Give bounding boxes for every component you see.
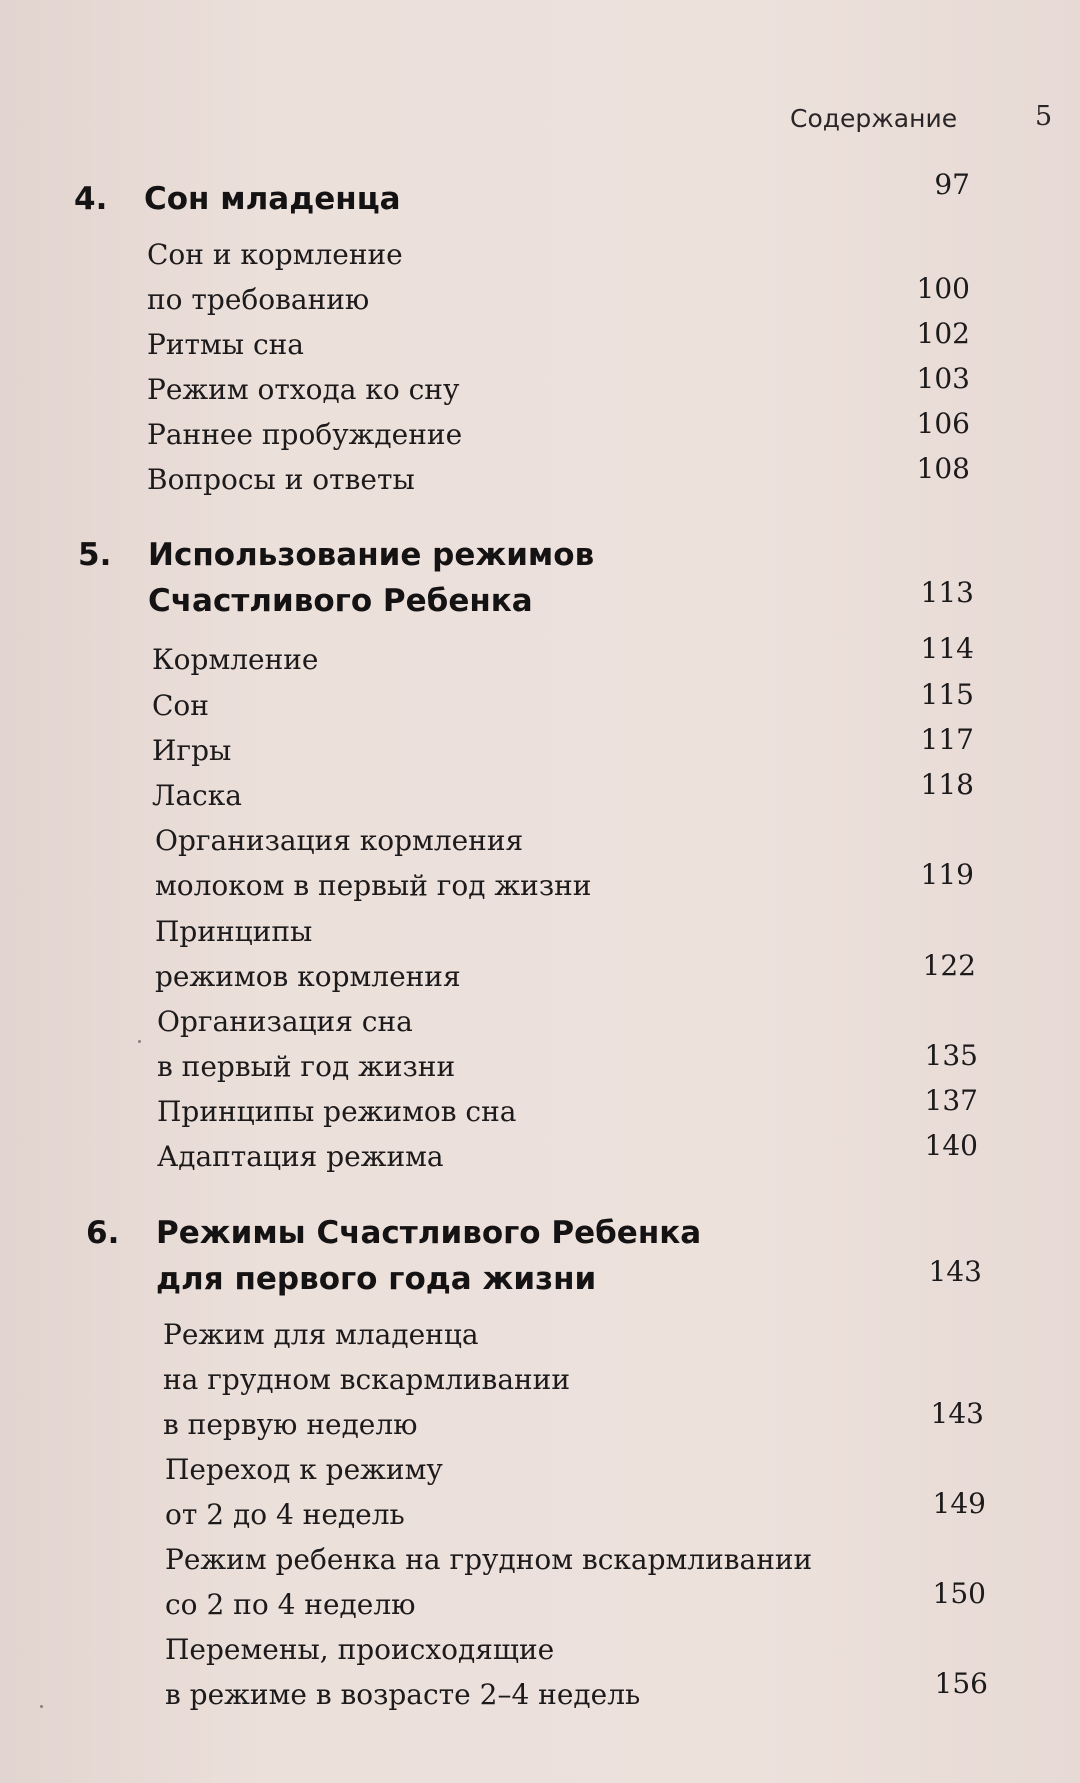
entry-page: 156 — [934, 1667, 988, 1700]
entry-line: Ритмы сна — [147, 328, 304, 361]
entry-page: 149 — [932, 1487, 986, 1520]
toc-entry — [165, 1447, 443, 1537]
toc-entry — [147, 322, 304, 367]
entry-line: режимов кормления — [155, 960, 461, 993]
entry-line: Режим отхода ко сну — [147, 373, 460, 406]
entry-page: 102 — [916, 317, 970, 350]
toc-entry — [155, 818, 591, 908]
chapter-title-line: Сон младенца — [144, 181, 401, 217]
entry-page: 100 — [916, 272, 970, 305]
entry-line: в режиме в возрасте 2–4 недель — [165, 1678, 641, 1711]
chapter-title-line: Использование режимов — [148, 537, 595, 573]
entry-line: Перемены, происходящие — [165, 1633, 555, 1666]
toc-entry — [163, 1312, 570, 1447]
entry-page: 150 — [932, 1577, 986, 1610]
entry-page: 140 — [924, 1129, 978, 1162]
paper-speck — [40, 1705, 43, 1708]
toc-entry — [155, 909, 461, 999]
chapter-page: 97 — [934, 168, 970, 201]
entry-line: Кормление — [152, 643, 319, 676]
toc-entry — [147, 457, 415, 502]
entry-line: Сон — [152, 689, 209, 722]
entry-line: молоком в первый год жизни — [155, 869, 592, 902]
running-title: Содержание — [790, 104, 958, 133]
page-number: 5 — [1035, 101, 1053, 132]
entry-page: 117 — [920, 723, 974, 756]
entry-line: от 2 до 4 недель — [165, 1498, 405, 1531]
chapter-number: 6. — [86, 1215, 120, 1251]
entry-page: 118 — [920, 768, 974, 801]
entry-page: 108 — [916, 452, 970, 485]
chapter-number: 4. — [74, 181, 108, 217]
entry-line: Переход к режиму — [165, 1453, 443, 1486]
entry-line: Режим для младенца — [163, 1318, 479, 1351]
toc-entry — [152, 728, 231, 773]
toc-entry — [157, 1134, 444, 1179]
chapter-number: 5. — [78, 537, 112, 573]
toc-entry — [157, 1089, 516, 1134]
entry-line: со 2 по 4 неделю — [165, 1588, 416, 1621]
chapter-title-line: Счастливого Ребенка — [148, 583, 533, 619]
entry-line: в первый год жизни — [157, 1050, 456, 1083]
entry-line: в первую неделю — [163, 1408, 418, 1441]
entry-line: Ласка — [152, 779, 242, 812]
chapter-title — [156, 1210, 701, 1302]
toc-entry — [152, 683, 209, 728]
entry-line: на грудном вскармливании — [163, 1363, 570, 1396]
entry-line: Организация сна — [157, 1005, 413, 1038]
toc-entry — [152, 773, 242, 818]
chapter-page: 143 — [928, 1255, 982, 1288]
entry-page: 119 — [920, 858, 974, 891]
entry-line: Игры — [152, 734, 232, 767]
toc-entry — [147, 232, 403, 322]
toc-entry — [147, 412, 462, 457]
entry-line: Адаптация режима — [157, 1140, 444, 1173]
entry-page: 106 — [916, 407, 970, 440]
entry-page: 122 — [922, 949, 976, 982]
chapter-title — [144, 176, 401, 222]
chapter-title-line: Режимы Счастливого Ребенка — [156, 1215, 702, 1251]
entry-line: Принципы — [155, 915, 313, 948]
toc-entry — [165, 1537, 812, 1627]
entry-line: Организация кормления — [155, 824, 524, 857]
entry-line: Сон и кормление — [147, 238, 403, 271]
toc-entry — [152, 637, 318, 682]
entry-page: 135 — [924, 1039, 978, 1072]
chapter-page: 113 — [920, 576, 974, 609]
entry-line: Раннее пробуждение — [147, 418, 463, 451]
entry-line: Режим ребенка на грудном вскармливании — [165, 1543, 813, 1576]
entry-line: Вопросы и ответы — [147, 463, 415, 496]
entry-page: 114 — [920, 632, 974, 665]
toc-entry — [147, 367, 459, 412]
entry-line: по требованию — [147, 283, 370, 316]
chapter-title — [148, 532, 594, 624]
toc-entry — [165, 1627, 640, 1717]
entry-page: 103 — [916, 362, 970, 395]
paper-speck — [138, 1040, 141, 1043]
entry-page: 143 — [930, 1397, 984, 1430]
entry-line: Принципы режимов сна — [157, 1095, 517, 1128]
chapter-title-line: для первого года жизни — [156, 1261, 597, 1297]
toc-entry — [157, 999, 455, 1089]
entry-page: 137 — [924, 1084, 978, 1117]
entry-page: 115 — [920, 678, 974, 711]
